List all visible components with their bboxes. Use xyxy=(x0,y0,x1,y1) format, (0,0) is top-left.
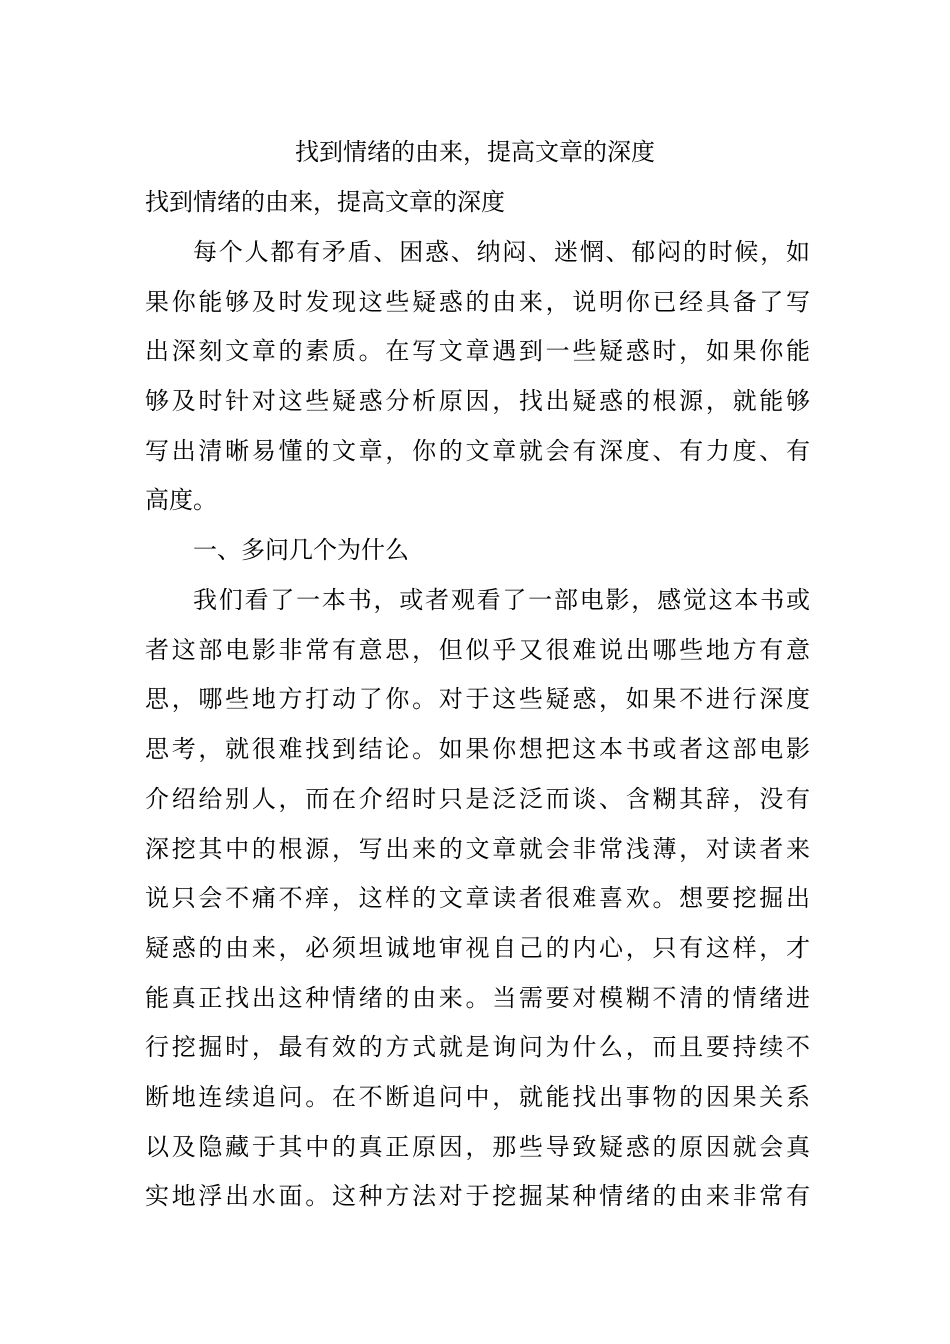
paragraph-2-line-4: 思考，就很难找到结论。如果你想把这本书或者这部电影 xyxy=(145,735,810,763)
paragraph-1-line-6: 高度。 xyxy=(145,486,217,514)
paragraph-2-line-6: 深挖其中的根源，写出来的文章就会非常浅薄，对读者来 xyxy=(145,835,810,863)
paragraph-1-line-2: 果你能够及时发现这些疑惑的由来，说明你已经具备了写 xyxy=(145,288,810,316)
paragraph-2-line-11: 断地连续追问。在不断追问中，就能找出事物的因果关系 xyxy=(145,1083,810,1111)
paragraph-2-line-9: 能真正找出这种情绪的由来。当需要对模糊不清的情绪进 xyxy=(145,984,810,1012)
paragraph-1-line-4: 够及时针对这些疑惑分析原因，找出疑惑的根源，就能够 xyxy=(145,387,810,415)
paragraph-2-line-1: 我们看了一本书，或者观看了一部电影，感觉这本书或 xyxy=(193,586,810,614)
paragraph-2-line-2: 者这部电影非常有意思，但似乎又很难说出哪些地方有意 xyxy=(145,636,810,664)
paragraph-1-line-3: 出深刻文章的素质。在写文章遇到一些疑惑时，如果你能 xyxy=(145,337,810,365)
paragraph-2-line-7: 说只会不痛不痒，这样的文章读者很难喜欢。想要挖掘出 xyxy=(145,884,810,912)
document-subtitle: 找到情绪的由来，提高文章的深度 xyxy=(145,188,505,216)
document-title: 找到情绪的由来，提高文章的深度 xyxy=(295,138,655,166)
paragraph-2-line-5: 介绍给别人，而在介绍时只是泛泛而谈、含糊其辞，没有 xyxy=(145,785,810,813)
paragraph-2-line-12: 以及隐藏于其中的真正原因，那些导致疑惑的原因就会真 xyxy=(145,1133,810,1161)
paragraph-1-line-1: 每个人都有矛盾、困惑、纳闷、迷惘、郁闷的时候，如 xyxy=(193,238,810,266)
paragraph-2-line-8: 疑惑的由来，必须坦诚地审视自己的内心，只有这样，才 xyxy=(145,934,810,962)
paragraph-2-line-3: 思，哪些地方打动了你。对于这些疑惑，如果不进行深度 xyxy=(145,685,810,713)
paragraph-2-line-13: 实地浮出水面。这种方法对于挖掘某种情绪的由来非常有 xyxy=(145,1182,810,1210)
paragraph-2-line-10: 行挖掘时，最有效的方式就是询问为什么，而且要持续不 xyxy=(145,1033,810,1061)
paragraph-1-line-5: 写出清晰易懂的文章，你的文章就会有深度、有力度、有 xyxy=(145,437,810,465)
section-1-heading: 一、多问几个为什么 xyxy=(193,536,409,564)
